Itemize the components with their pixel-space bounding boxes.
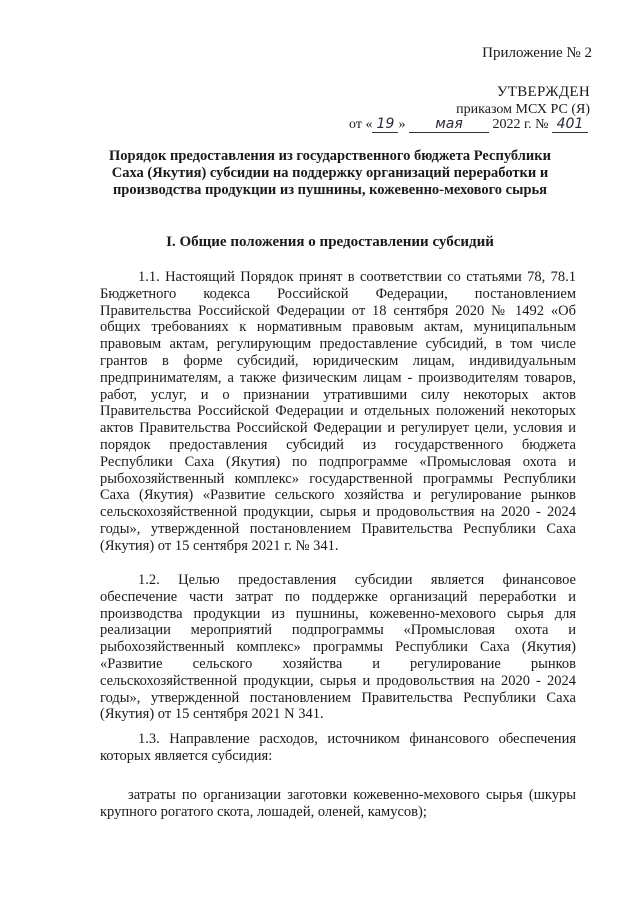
approved-stamp-label: УТВЕРЖДЕН: [496, 84, 590, 100]
handwritten-month: мая: [409, 118, 489, 133]
paragraph-expense-item: [100, 787, 576, 821]
date-prefix: от «: [349, 117, 373, 132]
paragraph-text: затраты по организации заготовки кожевенно-мехового сырья (шкуры крупного рогатого скота, лошадей, оленей, камусов);: [100, 787, 576, 820]
paragraph-text: 1.3. Направление расходов, источником финансового обеспечения которых является субсидия:: [100, 731, 576, 764]
year-number-label: 2022 г. №: [492, 117, 549, 132]
order-reference: приказом МСХ РС (Я): [456, 102, 590, 117]
appendix-label: Приложение № 2: [482, 45, 592, 61]
section-heading: I. Общие положения о предоставлении субсидий: [166, 234, 494, 250]
document-title: Порядок предоставления из государственного бюджета Республики Саха (Якутия) субсидии на поддержку организаций переработки и производства продукции из пушнины, кожевенно-мехового сырья: [108, 148, 551, 198]
paragraph-1-1: [100, 269, 576, 555]
paragraph-1-3: [100, 731, 576, 765]
paragraph-1-2: [100, 572, 576, 723]
paragraph-text: 1.1. Настоящий Порядок принят в соответствии со статьями 78, 78.1 Бюджетного кодекса Российской Федерации, постановлением Правительства Российской Федерации от 18 сентября 2020 № 1492 «Об общих требованиях к нормативным правовым актам, муниципальным правовым актам, регулирующим предоставление субсидий, в том числе грантов в форме субсидий, юридическим лицам, индивидуальным предпринимателям, а также физическим лицам - производителям товаров, работ, услуг, и о признании утратившими силу некоторых актов Правительства Российской Федерации и отдельных положений некоторых актов Правительства Российской Федерации и регулирует цели, условия и порядок предоставления субсидий из государственного бюджета Республики Саха (Якутия) по подпрограмме «Промысловая охота и рыбохозяйственный комплекс» государственной программы Республики Саха (Якутия) «Развитие сельского хозяйства и регулирование рынков сельскохозяйственной продукции, сырья и продовольствия на 2020 - 2024 годы», утвержденной постановлением Правительства Республики Саха (Якутия) от 15 сентября 2021 г. № 341.: [100, 269, 576, 554]
handwritten-order-number: 401: [552, 118, 588, 133]
order-date-line: [349, 117, 588, 133]
date-mid: »: [398, 117, 406, 132]
handwritten-day: 19: [372, 118, 398, 133]
paragraph-text: 1.2. Целью предоставления субсидии является финансовое обеспечение части затрат по поддержке организаций переработки и производства продукции из пушнины, кожевенно-мехового сырья для реализации мероприятий подпрограммы «Промысловая охота и рыбохозяйственный комплекс» программы Республики Саха (Якутия) «Развитие сельского хозяйства и регулирование рынков сельскохозяйственной продукции, сырья и продовольствия на 2020 - 2024 годы», утвержденной постановлением Правительства Республики Саха (Якутия) от 15 сентября 2021 N 341.: [100, 572, 576, 723]
